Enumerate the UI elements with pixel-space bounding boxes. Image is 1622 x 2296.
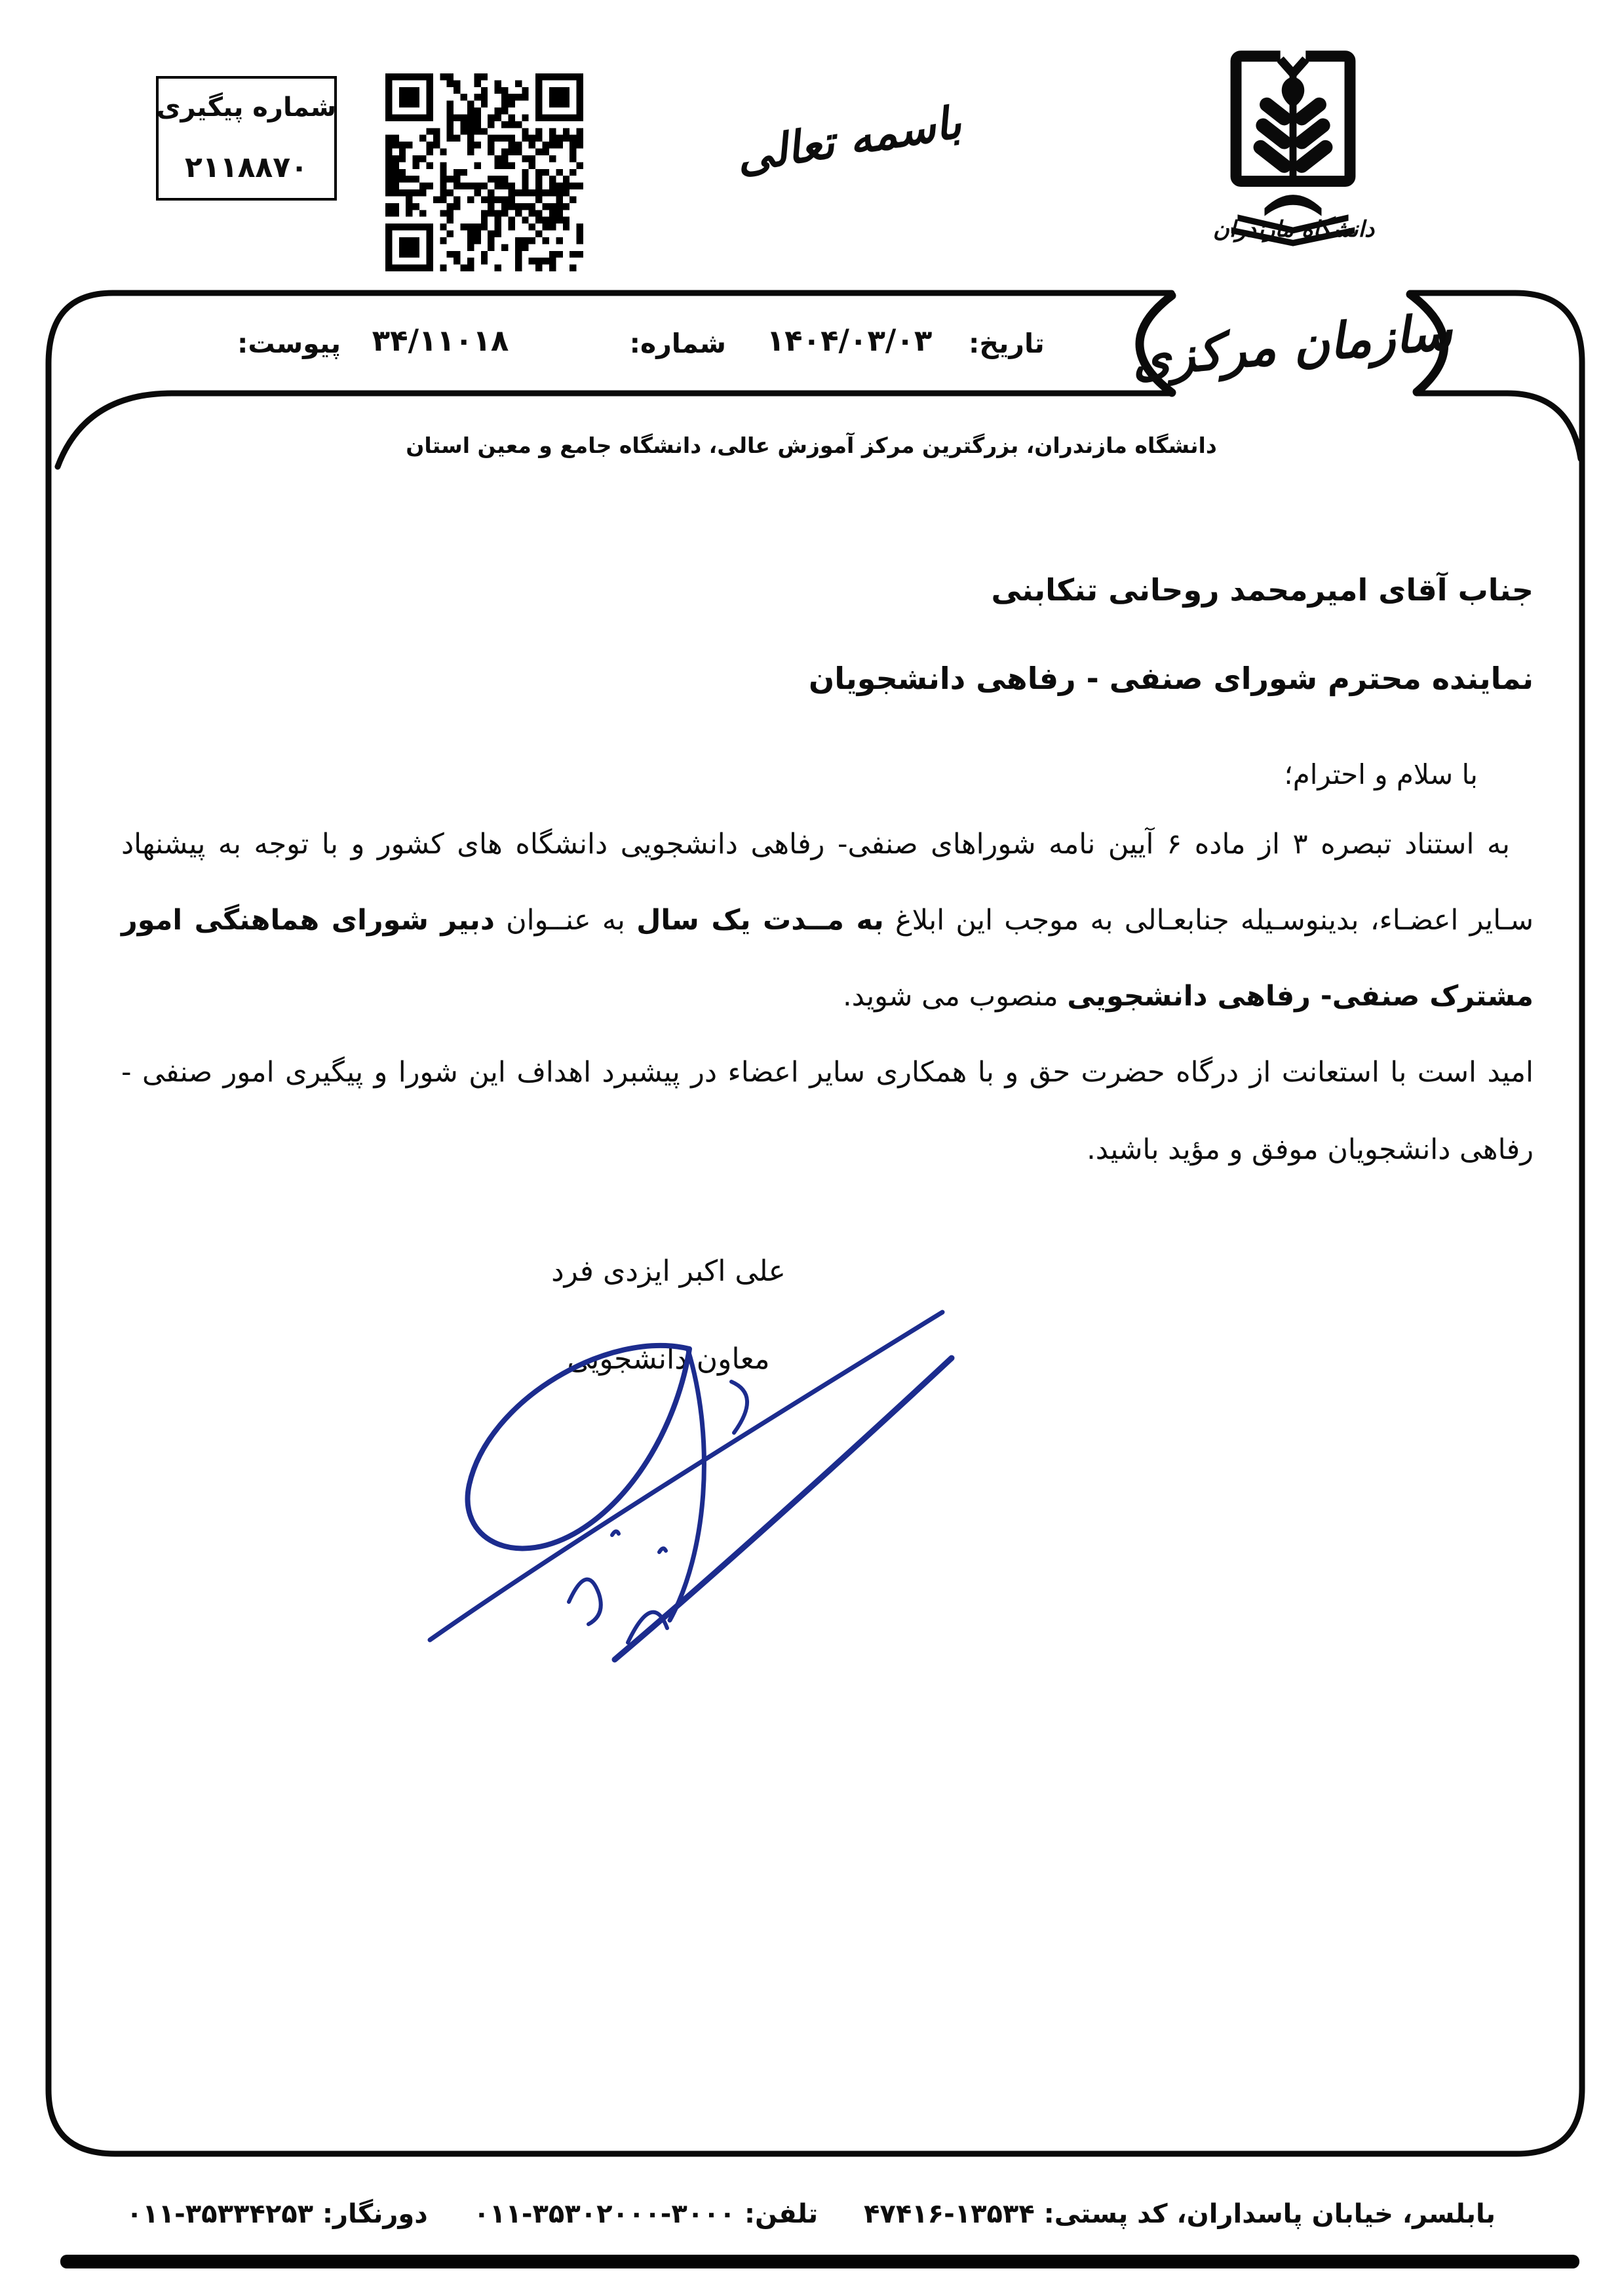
footer-fax-value: ۰۱۱-۳۵۳۳۴۲۵۳ <box>126 2199 314 2229</box>
body-line-2-bold-role: دبیر شورای هماهنگی امور <box>121 904 495 937</box>
recipient-name: جناب آقای امیرمحمد روحانی تنکابنی <box>991 572 1534 608</box>
attachment-label: پیوست: <box>237 328 341 359</box>
recipient-title: نماینده محترم شورای صنفی - رفاهی دانشجویان <box>809 661 1534 696</box>
footer-phone-value: ۰۱۱-۳۵۳۰۲۰۰۰-۳۰۰۰ <box>473 2199 736 2229</box>
signer-title: معاون دانشجویی <box>567 1342 770 1376</box>
footer-contact-line <box>0 2193 1622 2235</box>
footer-address-label: بابلسر، خیابان پاسداران، کد پستی: <box>1043 2199 1496 2229</box>
org-name-calligraphy: سازمان مرکزی <box>1129 302 1454 388</box>
qr-code-icon <box>385 73 583 271</box>
body-line-2 <box>121 899 1534 941</box>
body-line-1: به استناد تبصره ۳ از ماده ۶ آیین نامه شوراهای صنفی- رفاهی دانشجویی دانشگاه های کشور و با توجه به پیشنهاد <box>121 828 1511 861</box>
body-line-2-bold-term: به مــدت یک سال <box>636 904 884 937</box>
body-line-2-text: سـایر اعضـاء، بدینوسـیله جنابعـالی به موجب این ابلاغ <box>883 904 1534 937</box>
letter-number-label: شماره: <box>629 328 726 359</box>
salutation: با سلام و احترام؛ <box>1284 758 1478 790</box>
footer-postal-code: ۴۷۴۱۶-۱۳۵۳۴ <box>864 2199 1035 2229</box>
date-label: تاریخ: <box>969 328 1045 359</box>
date-value: ۱۴۰۴/۰۳/۰۳ <box>766 323 933 358</box>
body-line-2-text-2: به عنــوان <box>494 904 637 937</box>
tracking-number-box <box>156 76 337 201</box>
university-logo-caption: دانشگاه مازندران <box>1212 216 1375 243</box>
bismillah-calligraphy: باسمه تعالی <box>732 96 965 184</box>
body-line-3 <box>121 975 1534 1017</box>
footer-divider-bar <box>60 2255 1579 2268</box>
letter-number-value: ۳۴/۱۱۰۱۸ <box>372 323 509 358</box>
tracking-number-label: شماره پیگیری <box>156 92 337 123</box>
body-line-3-bold-role: مشترک صنفی- رفاهی دانشجویی <box>1067 980 1534 1013</box>
body-line-3-text: منصوب می شوید. <box>842 980 1068 1013</box>
signer-name: علی اکبر ایزدی فرد <box>551 1255 786 1288</box>
body-line-4: امید است با استعانت از درگاه حضرت حق و با همکاری سایر اعضاء در پیشبرد اهداف این شورا و پیگیری امور صنفی - <box>121 1056 1534 1089</box>
footer-phone-label: تلفن: <box>744 2199 819 2229</box>
letterhead-slogan: دانشگاه مازندران، بزرگترین مرکز آموزش عالی، دانشگاه جامع و معین استان <box>406 433 1217 458</box>
body-line-5: رفاهی دانشجویان موفق و مؤید باشید. <box>1087 1133 1534 1166</box>
tracking-number-value: ۲۱۱۸۸۷۰ <box>185 150 308 184</box>
footer-fax-label: دورنگار: <box>322 2199 428 2229</box>
